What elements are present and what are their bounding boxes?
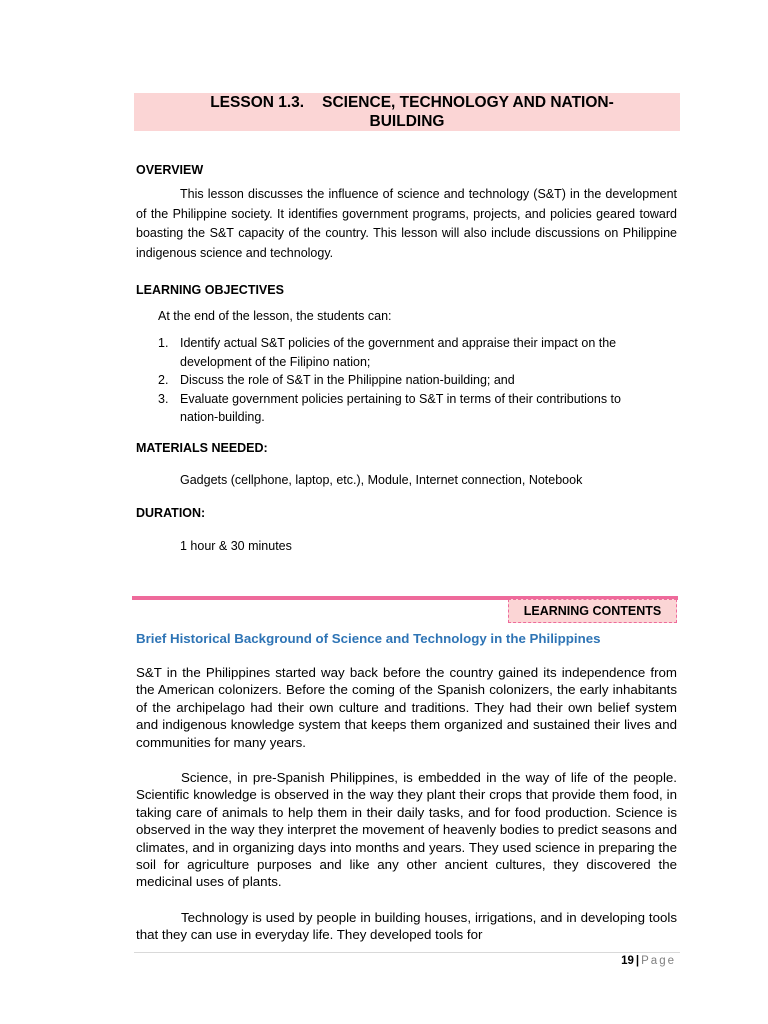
objectives-heading: LEARNING OBJECTIVES [136,283,284,297]
overview-paragraph [136,185,677,263]
objective-text: Identify actual S&T policies of the government and appraise their impact on the development of the Filipino nation; [180,336,617,369]
section-title: Brief Historical Background of Science and Technology in the Philippines [136,631,601,646]
lesson-title-line2: BUILDING [369,113,445,130]
objective-item [158,371,658,390]
overview-heading: OVERVIEW [136,163,204,177]
page-number: 19 [621,955,634,967]
materials-heading: MATERIALS NEEDED: [136,441,268,455]
body-paragraph-text: Technology is used by people in building houses, irrigations, and in developing tools that they can use in everyday life. They developed tools for [136,910,677,943]
objective-text: Discuss the role of S&T in the Philippine nation-building; and [180,373,515,387]
page-separator: | [635,955,640,967]
duration-heading: DURATION: [136,506,206,520]
page-label: Page [641,955,676,967]
objective-item [158,334,658,371]
body-paragraph: S&T in the Philippines started way back before the country gained its independence from the American colonizers. Before the coming of the Spanish colonizers, the early inhabitants of the archipelago had their own culture and traditions. They had their own belief system and indigenous knowledge system that keeps them organized and sustained their lives and communities for many years. [136,665,677,750]
objective-number: 1. [158,336,169,350]
body-paragraph [136,769,677,891]
footer-rule [134,952,680,953]
body-paragraph [136,909,677,944]
objective-text: Evaluate government policies pertaining to S&T in terms of their contributions to nation-building. [180,391,621,424]
learning-contents-label: LEARNING CONTENTS [508,599,677,623]
lesson-title-text: SCIENCE, TECHNOLOGY AND NATION- [322,94,614,111]
lesson-title-line1 [134,93,680,112]
materials-text: Gadgets (cellphone, laptop, etc.), Module, Internet connection, Notebook [180,473,583,487]
objective-item [158,390,658,427]
overview-text: This lesson discusses the influence of science and technology (S&T) in the development of the Philippine society. It identifies government programs, projects, and policies geared toward boasting the S&T capacity of the country. This lesson will also include discussions on Philippine indigenous science and technology. [136,187,677,260]
objectives-intro: At the end of the lesson, the students can: [158,309,392,323]
objective-number: 2. [158,373,169,387]
objectives-list [158,334,658,427]
objective-number: 3. [158,391,169,406]
lesson-title-box [134,93,680,131]
body-paragraph-text: Science, in pre-Spanish Philippines, is embedded in the way of life of the people. Scientific knowledge is observed in the way they plant their crops that provide them food, in taking care of animals to help them in their daily tasks, and for food production. Science is observed in the way they interpret the movement of heavenly bodies to predict seasons and climates, and in organizing days into months and years. They used science in preparing the soil for agriculture purposes and like any other ancient cultures, they discovered the medicinal uses of plants. [136,770,677,890]
lesson-number: LESSON 1.3. [210,94,305,111]
page-footer [580,954,676,968]
duration-text: 1 hour & 30 minutes [180,539,292,553]
